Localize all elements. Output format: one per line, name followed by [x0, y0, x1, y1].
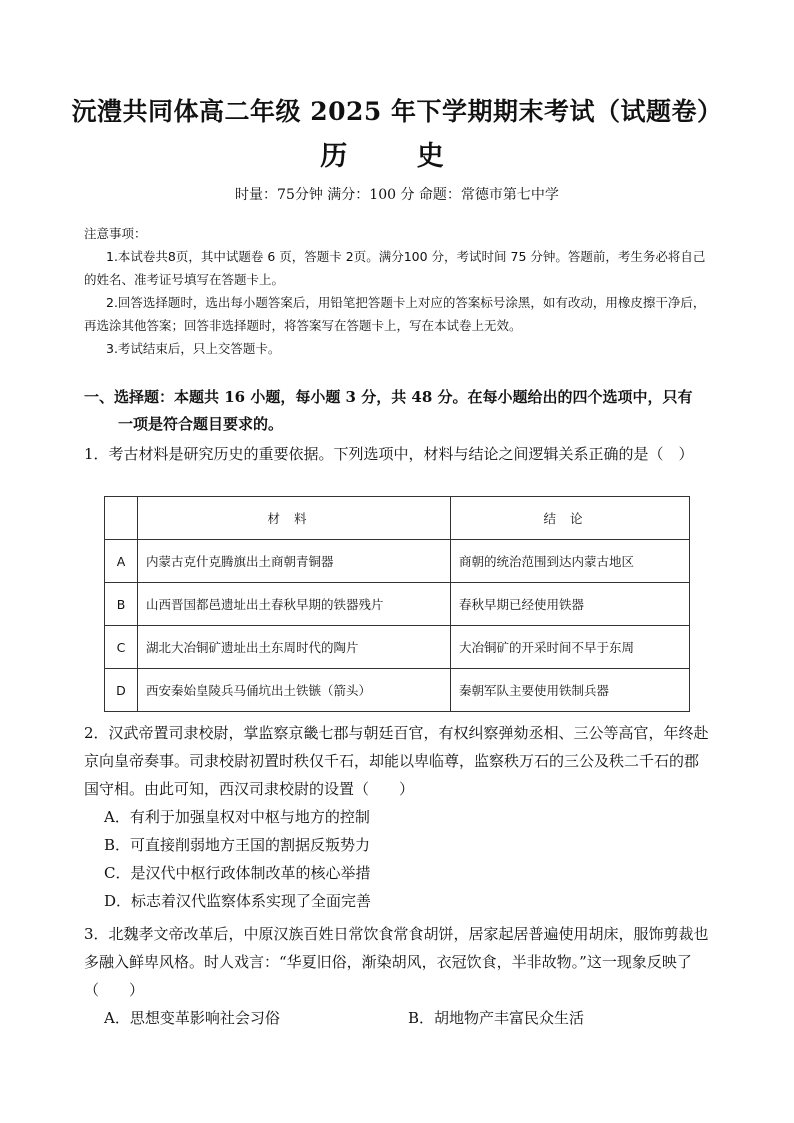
row-material: 内蒙古克什克腾旗出土商朝青铜器 [138, 540, 451, 583]
question-2-option-c: C．是汉代中枢行政体制改革的核心举措 [104, 864, 371, 882]
subject-text: 历 史 [320, 141, 474, 172]
notice-block [84, 222, 714, 360]
table-header-blank [105, 497, 138, 540]
notice-item: 2.回答选择题时，选出每小题答案后，用铅笔把答题卡上对应的答案标号涂黑，如有改动，用橡皮擦干净后，再选涂其他答案；回答非选择题时，将答案写在答题卡上，写在本试卷上无效。 [84, 295, 706, 333]
question-3-option-b: B．胡地物产丰富民众生活 [408, 1009, 585, 1027]
question-2-stem: 2．汉武帝置司隶校尉，掌监察京畿七郡与朝廷百官，有权纠察弹劾丞相、三公等高官，年终赴京向皇帝奏事。司隶校尉初置时秩仅千石，却能以卑临尊，监察秩万石的三公及秩二千石的郡国守相。由此可知，西汉司隶校尉的设置（ ） [84, 724, 709, 798]
section-heading [84, 384, 714, 438]
table-header-row [105, 497, 690, 540]
notice-head: 注意事项： [84, 226, 147, 241]
question-2-option-b: B．可直接削弱地方王国的割据反叛势力 [104, 836, 371, 854]
section-line: 一、选择题：本题共 16 小题，每小题 3 分，共 48 分。在每小题给出的四个选项中，只有 [84, 388, 693, 406]
section-line: 一项是符合题目要求的。 [118, 415, 284, 433]
row-letter: D [105, 669, 138, 712]
subject-title [0, 134, 794, 173]
exam-meta: 时量：75分钟 满分：100 分 命题：常德市第七中学 [235, 187, 559, 203]
table-row [105, 626, 690, 669]
question-3 [84, 920, 712, 1032]
row-conclusion: 秦朝军队主要使用铁制兵器 [451, 669, 690, 712]
table-header-conclusion: 结论 [451, 497, 690, 540]
row-material: 湖北大冶铜矿遗址出土东周时代的陶片 [138, 626, 451, 669]
question-3-options [84, 1004, 712, 1032]
row-conclusion: 商朝的统治范围到达内蒙古地区 [451, 540, 690, 583]
exam-title: 沅澧共同体高二年级 2025 年下学期期末考试（试题卷） [71, 97, 723, 126]
row-letter: B [105, 583, 138, 626]
notice-item: 3.考试结束后，只上交答题卡。 [106, 341, 281, 356]
table-row [105, 583, 690, 626]
question-1-table [104, 496, 690, 712]
notice-item: 1.本试卷共8页，其中试题卷 6 页，答题卡 2页。满分100 分，考试时间 75 分钟。答题前，考生务必将自己的姓名、准考证号填写在答题卡上。 [84, 249, 706, 287]
question-1-stem: 1．考古材料是研究历史的重要依据。下列选项中，材料与结论之间逻辑关系正确的是（ ） [84, 445, 694, 463]
question-3-stem: 3．北魏孝文帝改革后，中原汉族百姓日常饮食常食胡饼，居家起居普遍使用胡床，服饰剪裁也多融入鲜卑风格。时人戏言：“华夏旧俗，渐染胡风，衣冠饮食，半非故物。”这一现象反映了（ ） [84, 925, 709, 999]
question-2 [84, 719, 712, 915]
table-row [105, 540, 690, 583]
table-header-material: 材料 [138, 497, 451, 540]
question-2-option-a: A．有利于加强皇权对中枢与地方的控制 [104, 808, 370, 826]
table-row [105, 669, 690, 712]
question-3-option-a: A．思想变革影响社会习俗 [104, 1009, 280, 1027]
question-2-option-d: D．标志着汉代监察体系实现了全面完善 [104, 892, 372, 910]
row-letter: C [105, 626, 138, 669]
row-letter: A [105, 540, 138, 583]
row-material: 西安秦始皇陵兵马俑坑出土铁镞（箭头） [138, 669, 451, 712]
row-material: 山西晋国都邑遗址出土春秋早期的铁器残片 [138, 583, 451, 626]
row-conclusion: 大冶铜矿的开采时间不早于东周 [451, 626, 690, 669]
row-conclusion: 春秋早期已经使用铁器 [451, 583, 690, 626]
